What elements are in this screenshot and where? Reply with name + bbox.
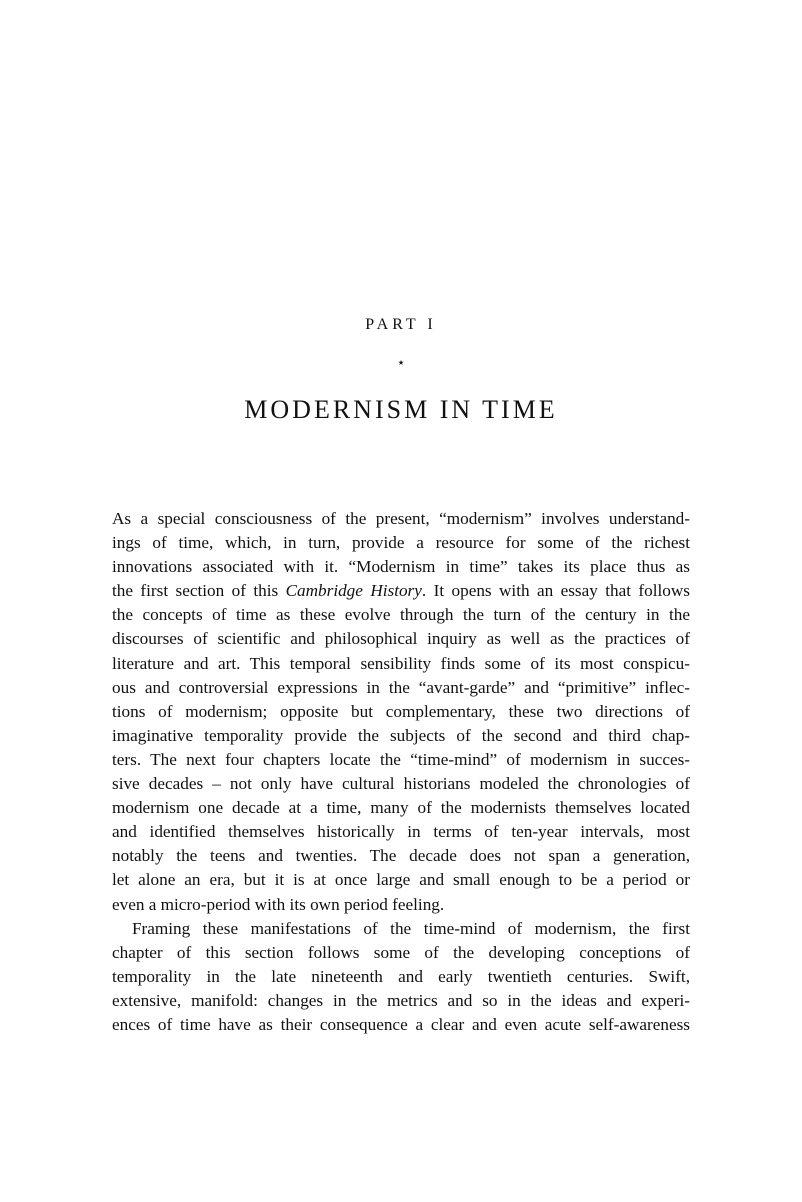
- text-line: the concepts of time as these evolve through the turn of the century in the: [112, 605, 690, 625]
- text-line: tions of modernism; opposite but complementary, these two directions of: [112, 701, 690, 721]
- book-title-italic: Cambridge History: [285, 581, 422, 601]
- text-line: extensive, manifold: changes in the metrics and so in the ideas and experi-: [112, 990, 690, 1010]
- text-line: Framing these manifestations of the time-mind of modernism, the first: [132, 918, 690, 938]
- text-line: ters. The next four chapters locate the “time-mind” of modernism in succes-: [112, 749, 690, 769]
- text-line: innovations associated with it. “Modernism in time” takes its place thus as: [112, 557, 690, 577]
- text-line-segment: . It opens with an essay that follows: [421, 581, 690, 601]
- star-ornament-icon: ⋆: [396, 356, 406, 371]
- part-label: PART I: [365, 316, 437, 333]
- text-line: ous and controversial expressions in the “avant-garde” and “primitive” inflec-: [112, 677, 690, 697]
- text-line: discourses of scientific and philosophical inquiry as well as the practices of: [112, 629, 690, 649]
- text-line: As a special consciousness of the present, “modernism” involves understand-: [112, 509, 690, 528]
- text-line: literature and art. This temporal sensibility finds some of its most conspicu-: [112, 653, 690, 673]
- text-line: [112, 579, 690, 603]
- part-title: MODERNISM IN TIME: [244, 395, 558, 424]
- text-line: let alone an era, but it is at once large and small enough to be a period or: [112, 870, 690, 890]
- text-line: notably the teens and twenties. The decade does not span a generation,: [112, 846, 690, 866]
- body-text: [112, 507, 690, 1037]
- text-line: ences of time have as their consequence a clear and even acute self-awareness: [112, 1014, 690, 1034]
- text-line: imaginative temporality provide the subjects of the second and third chap-: [112, 725, 690, 745]
- text-line: temporality in the late nineteenth and early twentieth centuries. Swift,: [112, 966, 690, 986]
- text-line: chapter of this section follows some of the developing conceptions of: [112, 942, 690, 962]
- text-line: sive decades – not only have cultural historians modeled the chronologies of: [112, 774, 690, 794]
- text-line: and identified themselves historically in terms of ten-year intervals, most: [112, 822, 690, 842]
- text-line-segment: the first section of this: [112, 581, 286, 601]
- text-line: even a micro-period with its own period feeling.: [112, 894, 445, 914]
- text-line: ings of time, which, in turn, provide a resource for some of the richest: [112, 533, 690, 553]
- text-line: modernism one decade at a time, many of the modernists themselves located: [112, 798, 690, 818]
